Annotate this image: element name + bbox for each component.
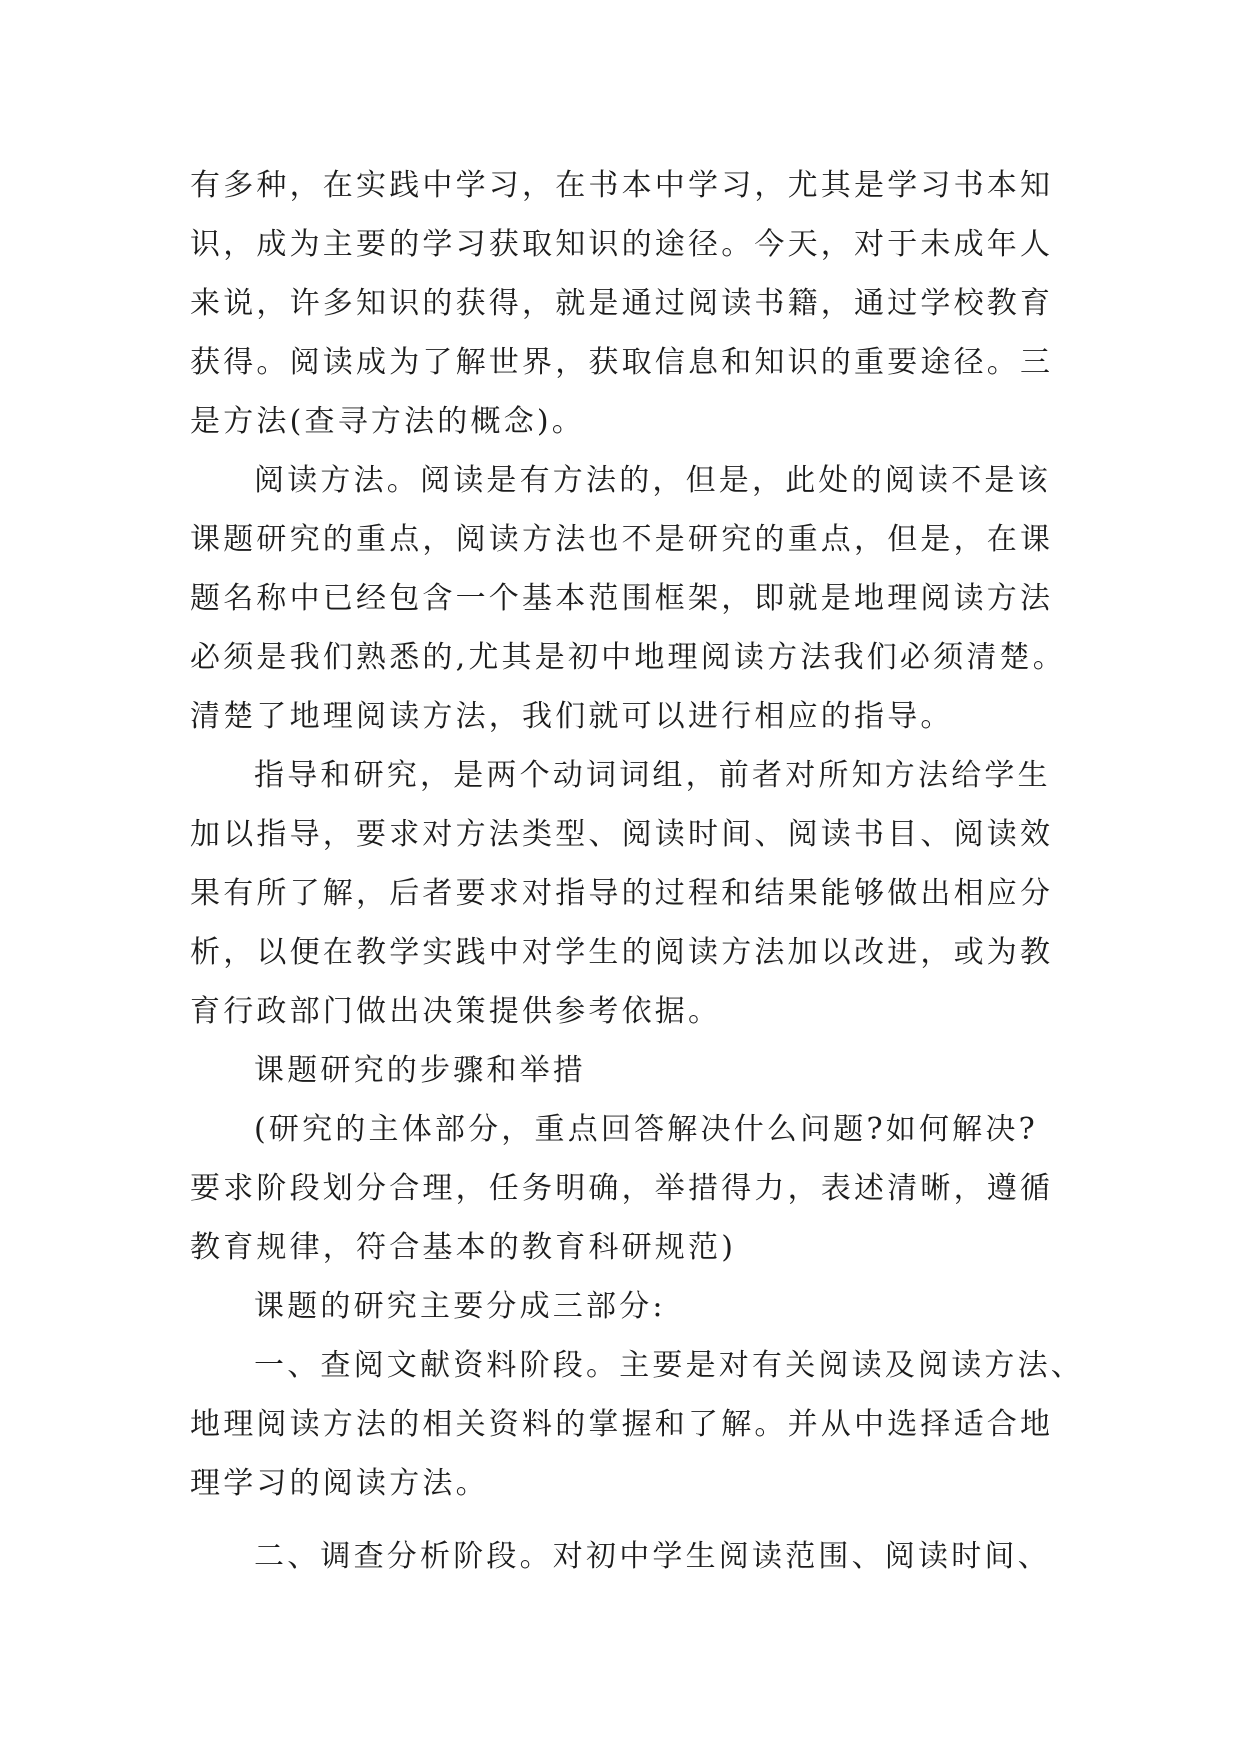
paragraph [190,451,1066,746]
text-line: 课题的研究主要分成三部分: [254,1289,666,1324]
text-line: 二、调查分析阶段。对初中学生阅读范围、阅读时间、 [254,1539,1051,1574]
paragraph [190,1277,1060,1336]
paragraph-gap [190,1513,1060,1527]
text-line: 阅读方法。阅读是有方法的，但是，此处的阅读不是该 [254,463,1051,498]
text-line: 理学习的阅读方法。 [190,1466,489,1501]
text-line: 地理阅读方法的相关资料的掌握和了解。并从中选择适合地 [190,1407,1054,1442]
paragraph [190,1527,1060,1586]
text-line: 获得。阅读成为了解世界，获取信息和知识的重要途径。三 [190,345,1054,380]
text-line: 有多种，在实践中学习，在书本中学习，尤其是学习书本知 [190,168,1054,203]
paragraph [190,746,1060,1041]
text-line: 指导和研究，是两个动词词组，前者对所知方法给学生 [254,758,1051,793]
text-line: 必须是我们熟悉的,尤其是初中地理阅读方法我们必须清楚。 [190,640,1066,675]
text-line: 清楚了地理阅读方法，我们就可以进行相应的指导。 [190,699,954,734]
text-line: 教育规律，符合基本的教育科研规范) [190,1230,737,1265]
section-heading [190,1041,1060,1100]
paragraph [190,1100,1060,1277]
text-line: 课题研究的重点，阅读方法也不是研究的重点，但是，在课 [190,522,1054,557]
text-line: 课题研究的步骤和举措 [254,1053,586,1088]
text-line: 析，以便在教学实践中对学生的阅读方法加以改进，或为教 [190,935,1054,970]
text-line: 加以指导，要求对方法类型、阅读时间、阅读书目、阅读效 [190,817,1054,852]
text-line: 识，成为主要的学习获取知识的途径。今天，对于未成年人 [190,227,1054,262]
text-line: 题名称中已经包含一个基本范围框架，即就是地理阅读方法 [190,581,1054,616]
text-line: 育行政部门做出决策提供参考依据。 [190,994,722,1029]
paragraph [190,156,1060,451]
text-line: 一、查阅文献资料阶段。主要是对有关阅读及阅读方法、 [254,1348,1084,1383]
text-line: 要求阶段划分合理，任务明确，举措得力，表述清晰，遵循 [190,1171,1054,1206]
text-line: 来说，许多知识的获得，就是通过阅读书籍，通过学校教育 [190,286,1054,321]
text-line: (研究的主体部分，重点回答解决什么问题?如何解决? [254,1112,1038,1147]
paragraph [190,1336,1084,1513]
text-line: 果有所了解，后者要求对指导的过程和结果能够做出相应分 [190,876,1054,911]
text-line: 是方法(查寻方法的概念)。 [190,404,586,439]
document-body [190,156,1084,1586]
